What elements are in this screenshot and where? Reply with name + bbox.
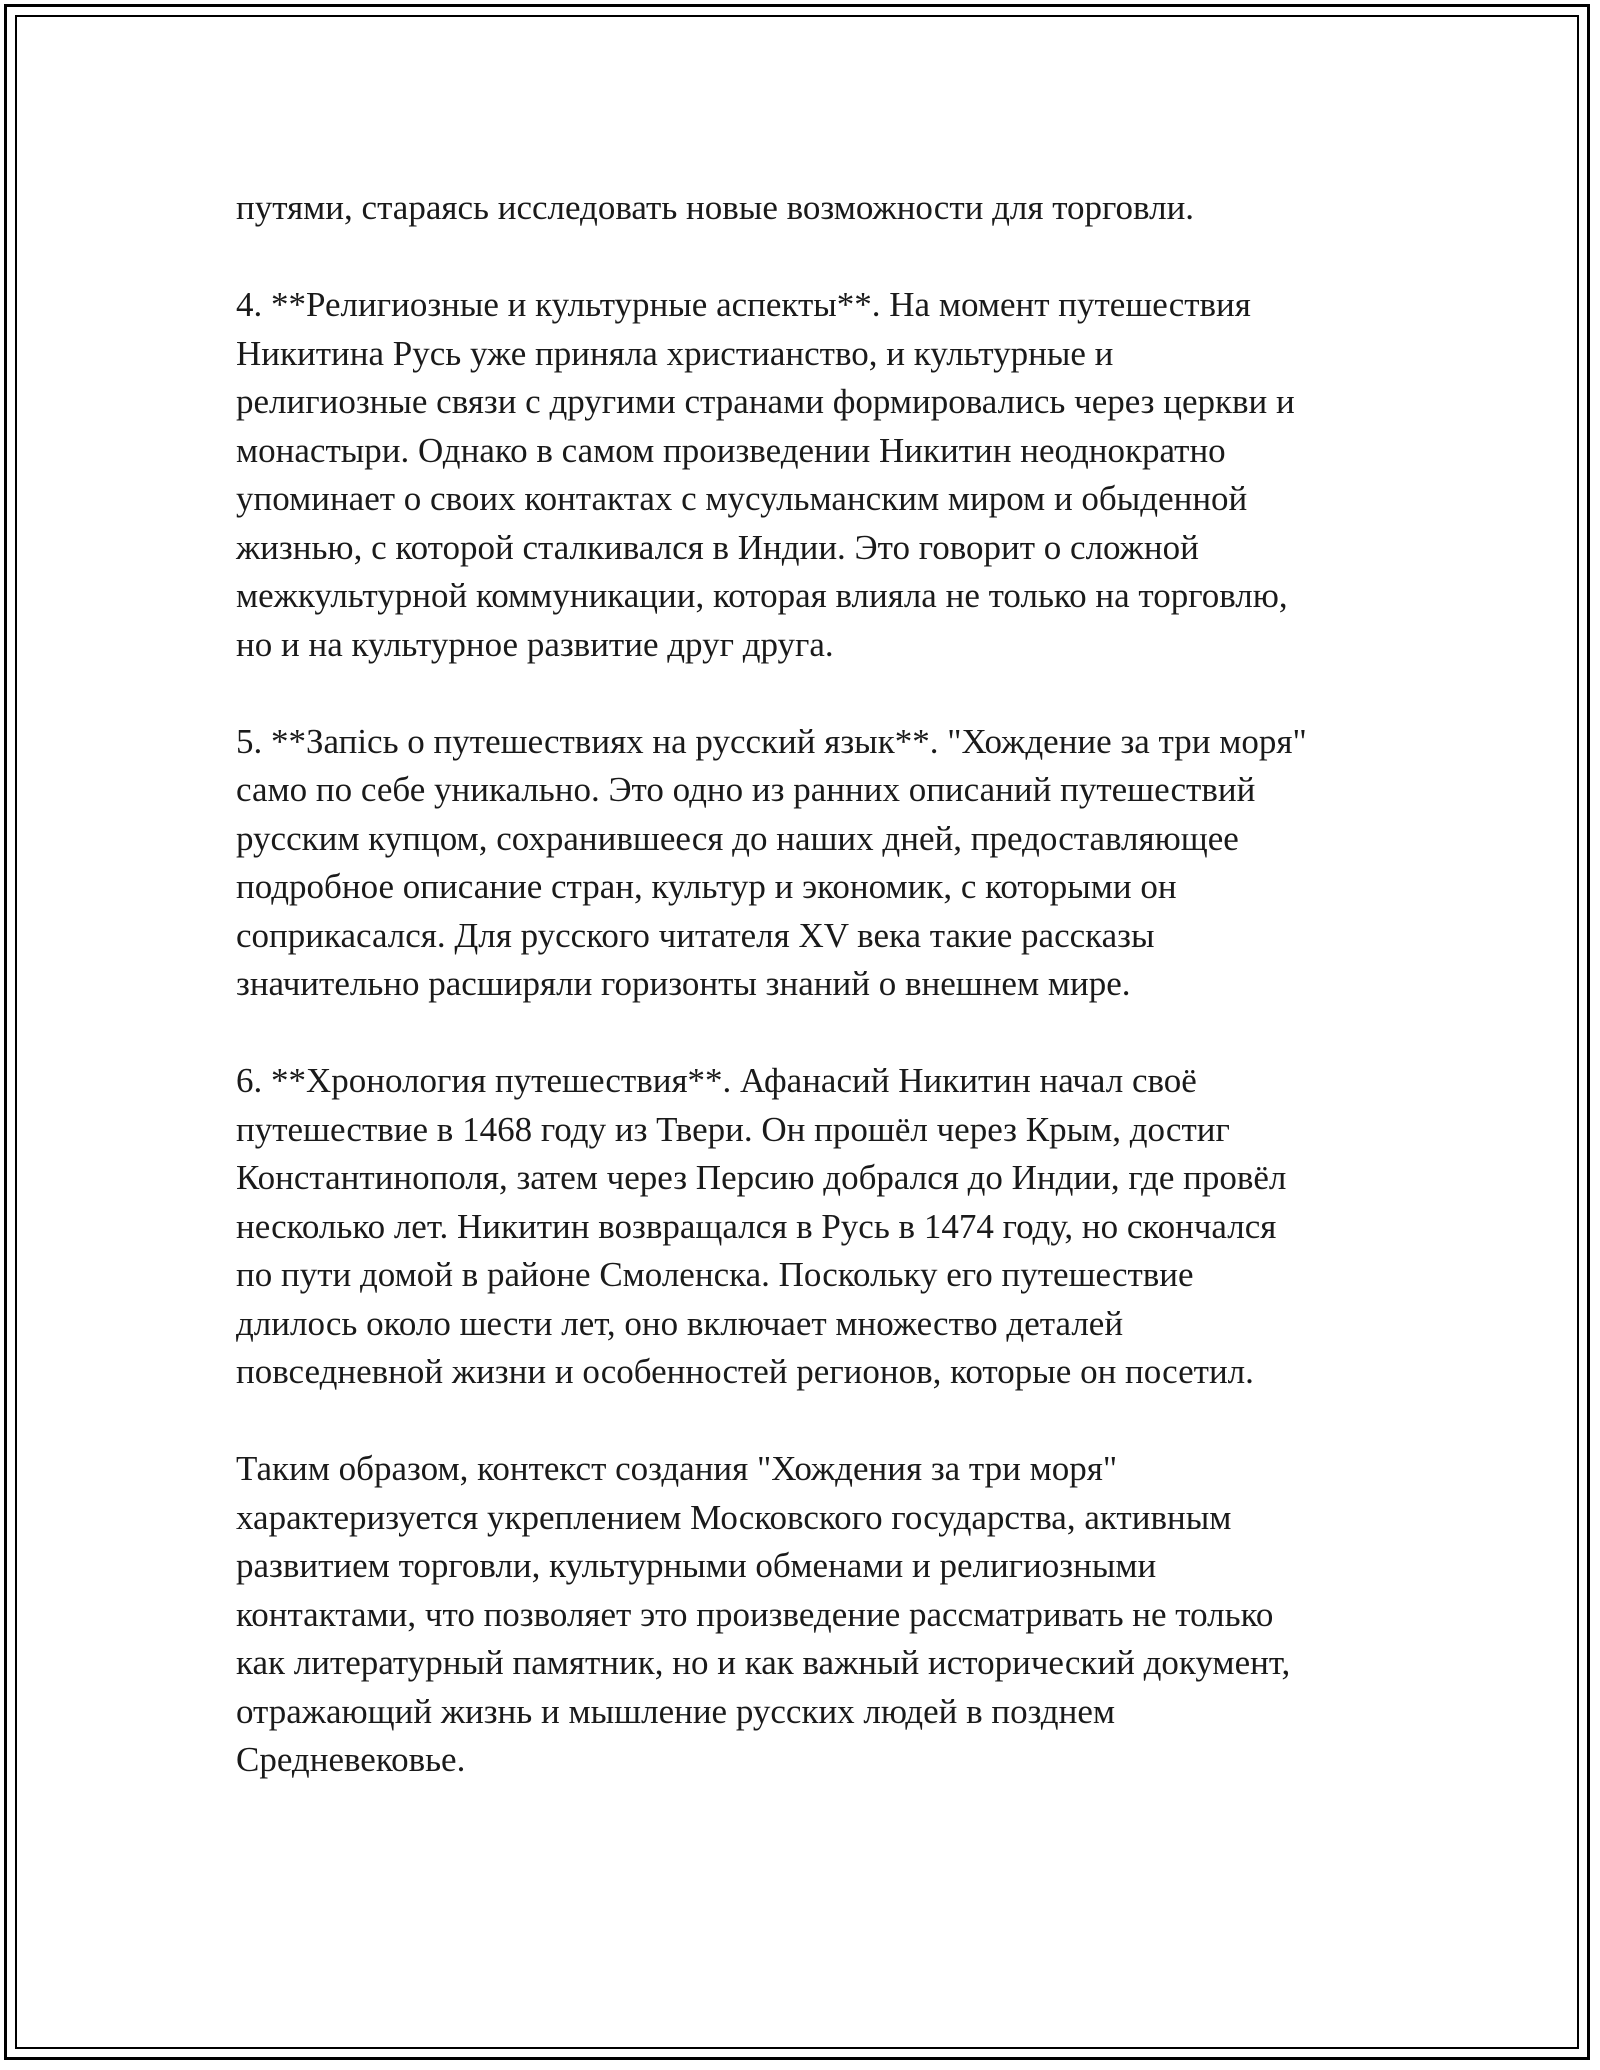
paragraph-continuation: путями, стараясь исследовать новые возможности для торговли. (236, 188, 1195, 227)
paragraph-religious-cultural-aspects: 4. **Религиозные и культурные аспекты**. На момент путешествия Никитина Русь уже приняла христианство, и культурные и религиозные связи с другими странами формировались через церкви и монастыри. Однако в самом произведении Никитин неоднократно упоминает о своих контактах с мусульманским миром и обыденной жизнью, с которой сталкивался в Индии. Это говорит о сложной межкультурной коммуникации, которая влияла не только на торговлю, но и на культурное развитие друг друга. (236, 285, 1295, 664)
paragraph-conclusion: Таким образом, контекст создания "Хождения за три моря" характеризуется укреплением Московского государства, активным развитием торговли, культурными обменами и религиозными контактами, что позволяет это произведение рассматривать не только как литературный памятник, но и как важный исторический документ, отражающий жизнь и мышление русских людей в позднем Средневековье. (236, 1449, 1291, 1779)
paragraph-chronology: 6. **Хронология путешествия**. Афанасий Никитин начал своё путешествие в 1468 году из Твери. Он прошёл через Крым, достиг Константинополя, затем через Персию добрался до Индии, где провёл несколько лет. Никитин возвращался в Русь в 1474 году, но скончался по пути домой в районе Смоленска. Поскольку его путешествие длилось около шести лет, оно включает множество деталей повседневной жизни и особенностей регионов, которые он посетил. (236, 1061, 1287, 1391)
paragraph-travel-record: 5. **Запісь о путешествиях на русский язык**. "Хождение за три моря" само по себе уникально. Это одно из ранних описаний путешествий русским купцом, сохранившееся до наших дней, предоставляющее подробное описание стран, культур и экономик, с которыми он соприкасался. Для русского читателя XV века такие рассказы значительно расширяли горизонты знаний о внешнем мире. (236, 721, 1307, 1003)
document-body (236, 184, 1386, 1833)
